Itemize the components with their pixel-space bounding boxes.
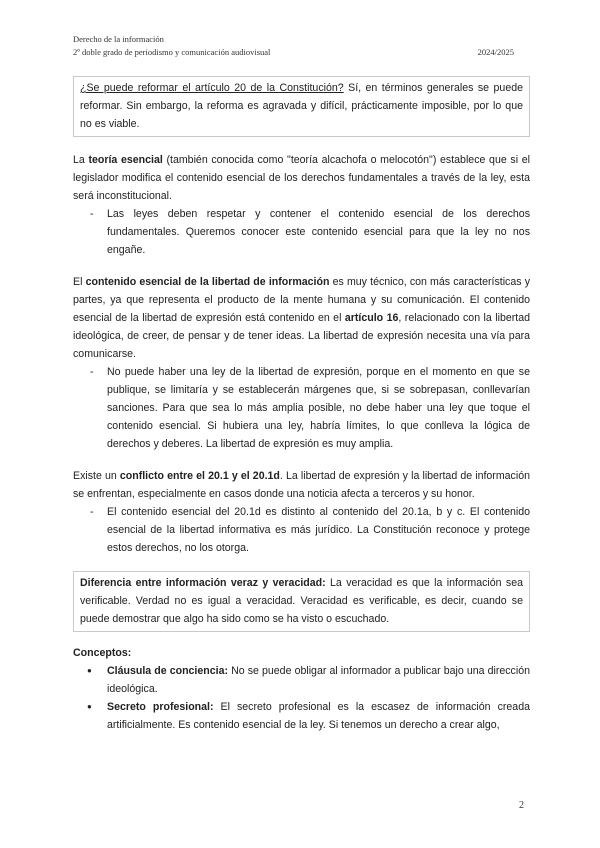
article-reference: artículo 16 — [344, 312, 399, 324]
text-run: . La libertad de expresión y la libertad de información se enfrentan, especialmente en casos donde una noticia afecta a terceros y su honor. — [73, 470, 530, 500]
veracidad-term: Diferencia entre información veraz y veracidad: — [80, 577, 326, 589]
concept-term: Secreto profesional: — [107, 701, 214, 713]
list-item: - No puede haber una ley de la libertad de expresión, porque en el momento en que se publique, se limitaría y se establecerán márgenes que, si se sobrepasan, conllevarían sanciones. Para que sea lo más amplia posible, no debe haber una ley que toque el contenido esencial. Si hubiera una ley, habría límites, lo que conlleva la lógica de derechos y deberes. La libertad de expresión es muy amplia. — [73, 363, 530, 453]
list-item: - El contenido esencial del 20.1d es distinto al contenido del 20.1a, b y c. El contenido esencial de la libertad informativa es más jurídico. La Constitución reconoce y protege estos derechos, no los otorga. — [73, 503, 530, 557]
concept-text: No se puede obligar al informador a publicar bajo una dirección ideológica. — [107, 665, 530, 695]
reform-question: ¿Se puede reformar el artículo 20 de la Constitución? — [80, 82, 344, 94]
reform-question-box — [73, 76, 530, 137]
list-item: - Las leyes deben respetar y contener el contenido esencial de los derechos fundamentales. Queremos conocer este contenido esencial para que la ley no nos engañe. — [73, 205, 530, 259]
conflicto-term: conflicto entre el 20.1 y el 20.1d — [119, 470, 280, 482]
list-item — [73, 698, 530, 734]
concept-term: Cláusula de conciencia: — [107, 665, 228, 677]
veracidad-box — [73, 571, 530, 632]
text-run: es muy técnico, con más características y partes, ya que representa el producto de la mente humana y su comunicación. El contenido esencial de la libertad de expresión está contenido en el — [73, 276, 530, 324]
teoria-term: teoría esencial — [88, 154, 163, 166]
text-run: La veracidad es que la información sea verificable. Verdad no es igual a veracidad. Veracidad es verificable, es decir, cuando se puede demostrar que algo ha sido como se ha visto o escuchado. — [80, 577, 523, 625]
header-degree: 2º doble grado de periodismo y comunicación audiovisual — [73, 47, 271, 57]
reform-answer: Sí, en términos generales se puede reformar. Sin embargo, la reforma es agravada y difícil, prácticamente imposible, por lo que no es viable. — [80, 82, 523, 130]
header-course-title: Derecho de la información — [73, 34, 164, 44]
section-heading: Conceptos: — [73, 647, 132, 659]
page-content — [73, 76, 530, 734]
conceptos-title — [73, 644, 530, 662]
libertad-paragraph — [73, 273, 530, 363]
page-number: 2 — [519, 800, 524, 811]
conflicto-list — [73, 503, 530, 557]
conceptos-list — [73, 662, 530, 734]
text-run: Existe un — [73, 470, 120, 482]
header-year: 2024/2025 — [477, 47, 514, 57]
libertad-term: contenido esencial de la libertad de información — [85, 276, 330, 288]
text-run: El — [73, 276, 86, 288]
text-run: (también conocida como "teoría alcachofa o melocotón") establece que si el legislador modifica el contenido esencial de los derechos fundamentales a través de la ley, esta será inconstitucional. — [73, 154, 530, 202]
libertad-list — [73, 363, 530, 453]
conflicto-paragraph — [73, 467, 530, 503]
teoria-list — [73, 205, 530, 259]
concept-text: El secreto profesional es la escasez de información creada artificialmente. Es contenido esencial de la ley. Si tenemos un derecho a crear algo, — [107, 701, 530, 731]
teoria-paragraph — [73, 151, 530, 205]
list-item — [73, 662, 530, 698]
text-run: La — [73, 154, 89, 166]
text-run: , relacionado con la libertad ideológica, de creer, de pensar y de tener ideas. La libertad de expresión necesita una vía para comunicarse. — [73, 312, 530, 360]
